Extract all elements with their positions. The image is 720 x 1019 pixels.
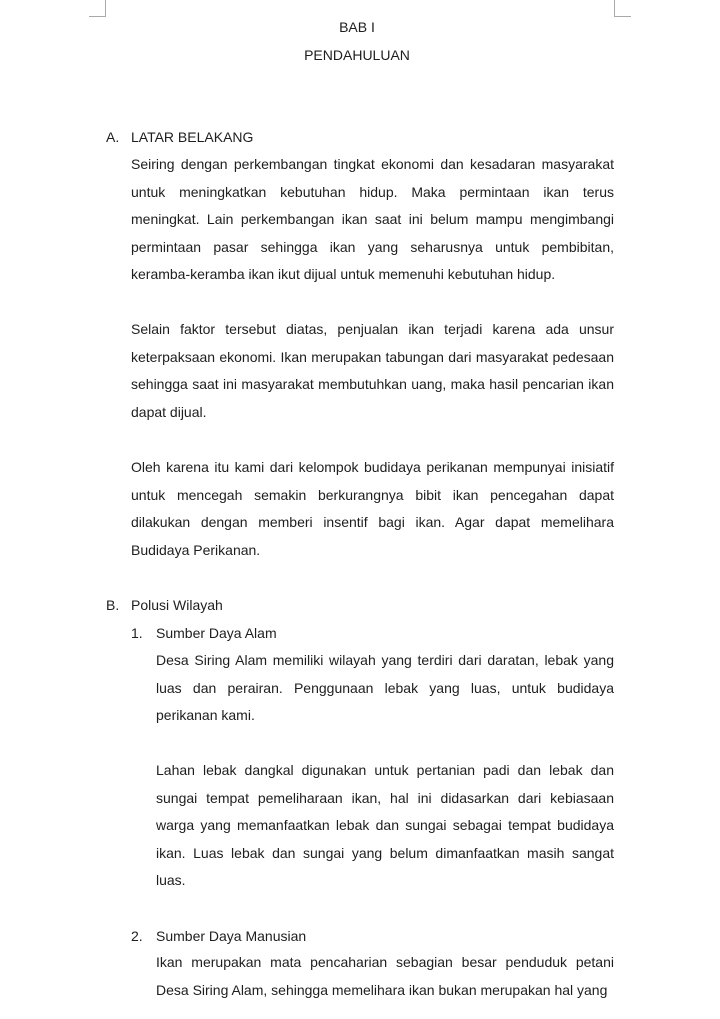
list-item-1-title: Sumber Daya Alam [156, 625, 277, 641]
section-a-paragraph-2: Selain faktor tersebut diatas, penjualan ikan terjadi karena ada unsur keterpaksaan ekonomi. Ikan merupakan tabungan dari masyarakat pedesaan sehingga saat ini masyarakat membutuhkan uang, maka hasil pencarian ikan dapat dijual. [131, 321, 614, 420]
section-b-title: Polusi Wilayah [131, 597, 223, 613]
list-item-2-marker: 2. [131, 928, 143, 944]
section-a-paragraph-1: Seiring dengan perkembangan tingkat ekonomi dan kesadaran masyarakat untuk meningkatkan kebutuhan hidup. Maka permintaan ikan terus meningkat. Lain perkembangan ikan saat ini belum mampu mengimbangi permintaan pasar sehingga ikan yang seharusnya untuk pembibitan, keramba-keramba ikan ikut dijual untuk memenuhi kebutuhan hidup. [131, 156, 614, 282]
crop-mark-top-right [614, 0, 631, 17]
list-item-1-paragraph-2: Lahan lebak dangkal digunakan untuk pertanian padi dan lebak dan sungai tempat pemeliharaan ikan, hal ini didasarkan dari kebiasaan warga yang memanfaatkan lebak dan sungai sebagai tempat budidaya ikan. Luas lebak dan sungai yang belum dimanfaatkan masih sangat luas. [156, 762, 614, 888]
list-item-1-paragraph-1: Desa Siring Alam memiliki wilayah yang terdiri dari daratan, lebak yang luas dan perairan. Penggunaan lebak yang luas, untuk budidaya perikanan kami. [156, 652, 614, 723]
chapter-title: PENDAHULUAN [304, 47, 410, 63]
section-a-title: LATAR BELAKANG [131, 129, 254, 145]
chapter-label: BAB I [339, 19, 375, 35]
list-item-1-marker: 1. [131, 625, 143, 641]
section-a-marker: A. [106, 129, 120, 145]
crop-mark-top-left [89, 0, 106, 17]
list-item-2-paragraph-1: Ikan merupakan mata pencaharian sebagian besar penduduk petani Desa Siring Alam, sehingga memelihara ikan bukan merupakan hal yang [156, 954, 614, 998]
list-item-2-title: Sumber Daya Manusian [156, 928, 307, 944]
section-b-marker: B. [106, 597, 120, 613]
section-a-paragraph-3: Oleh karena itu kami dari kelompok budidaya perikanan mempunyai inisiatif untuk mencegah semakin berkurangnya bibit ikan pencegahan dapat dilakukan dengan memberi insentif bagi ikan. Agar dapat memelihara Budidaya Perikanan. [131, 459, 614, 558]
